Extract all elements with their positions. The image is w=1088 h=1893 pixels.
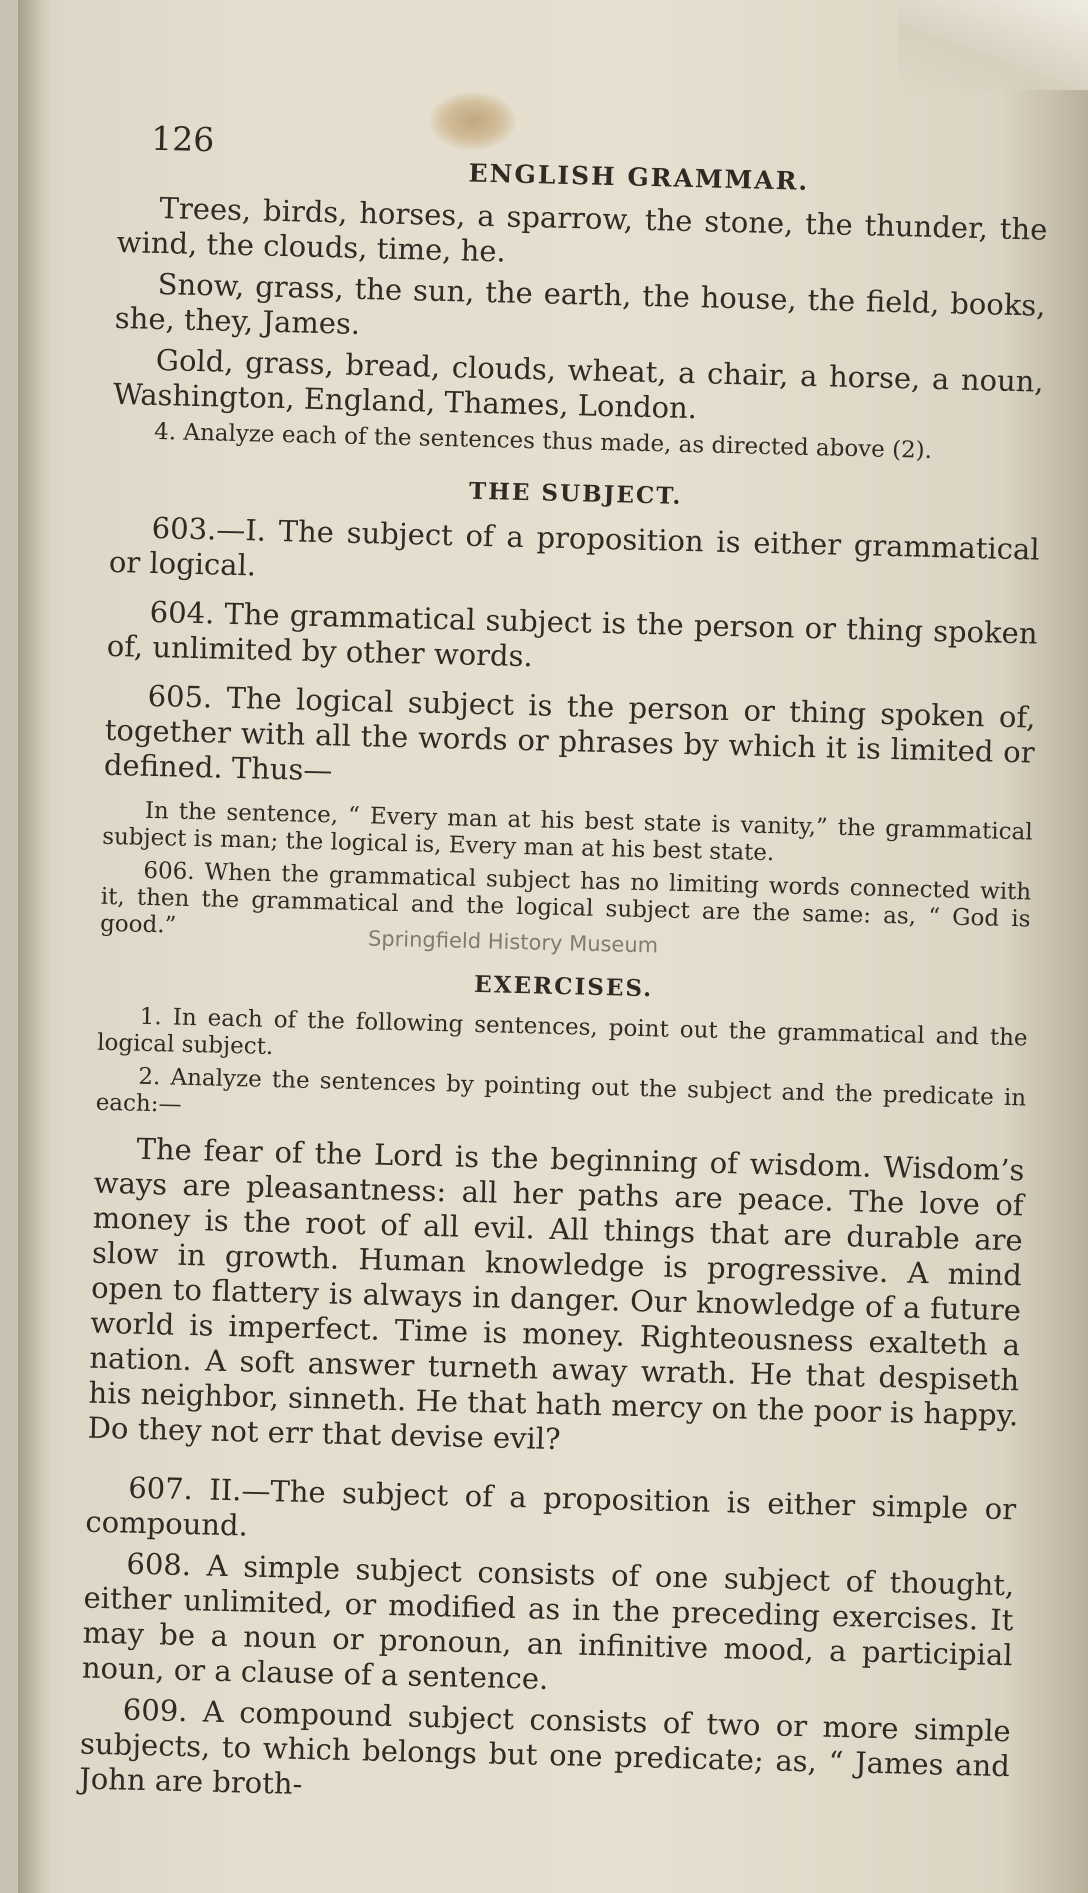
exercise-passage: The fear of the Lord is the beginning of wisdom. Wisdom’s ways are pleasantness: all her paths are peace. The love of money is the root of all evil. All things that are durable are slow in growth. Human knowledge is progressive. A mind open to flattery is always in danger. Our knowledge of a future world is imperfect. Time is money. Righteousness exalteth a nation. A soft answer turneth away wrath. He that despiseth his neighbor, sinneth. He that hath mercy on the poor is happy. Do they not err that devise evil? — [87, 1131, 1025, 1457]
paragraph-607: 607. II.—The subject of a proposition is either simple or compound. — [85, 1470, 1017, 1543]
word-list-3: Gold, grass, bread, clouds, wheat, a chair, a horse, a noun, Washington, England, Thames, London. — [112, 342, 1045, 426]
paragraph-604: 604. The grammatical subject is the person or thing spoken of, unlimited by other words. — [106, 594, 1038, 674]
paragraph-605: 605. The logical subject is the person or thing spoken of, together with all the words or phrases by which it is limited or defined. Thus— — [103, 678, 1036, 788]
paragraph-603: 603.—I. The subject of a proposition is either grammatical or logical. — [108, 510, 1040, 583]
page-content — [79, 110, 1050, 1825]
exercise-item-2: 2. Analyze the sentences by pointing out the subject and the predicate in each:— — [95, 1063, 1027, 1118]
section-heading-exercises: EXERCISES. — [473, 970, 654, 1003]
running-head: ENGLISH GRAMMAR. — [468, 158, 810, 196]
page-corner — [898, 0, 1088, 90]
exercise-item-1: 1. In each of the following sentences, point out the grammatical and the logical subject. — [96, 1003, 1028, 1061]
paragraph-609: 609. A compound subject consists of two or more simple subjects, to which belongs but one predicate; as, “ James and John are broth- — [78, 1692, 1012, 1801]
word-list-2: Snow, grass, the sun, the earth, the house, the field, books, she, they, James. — [114, 266, 1046, 341]
word-list-1: Trees, birds, horses, a sparrow, the stone, the thunder, the wind, the clouds, time, he. — [116, 191, 1048, 269]
page-number: 126 — [150, 118, 215, 160]
paragraph-606: 606. When the grammatical subject has no limiting words connected with it, then the grammatical and the logical subject are the same: as, “ God is good.” — [99, 857, 1032, 939]
paragraph-608: 608. A simple subject consists of one subject of thought, either unlimited, or modified as in the preceding exercises. It may be a noun or pronoun, an infinitive mood, a participial noun, or a clause of a sentence. — [81, 1546, 1015, 1696]
book-spine — [18, 0, 52, 1893]
museum-watermark: Springfield History Museum — [367, 926, 659, 958]
section-heading-subject: THE SUBJECT. — [468, 477, 683, 510]
instruction-4: 4. Analyze each of the sentences thus made, as directed above (2). — [153, 418, 933, 464]
example-sentence: In the sentence, “ Every man at his best state is vanity,” the grammatical subject is man; the logical is, Every man at his best state. — [101, 797, 1033, 867]
